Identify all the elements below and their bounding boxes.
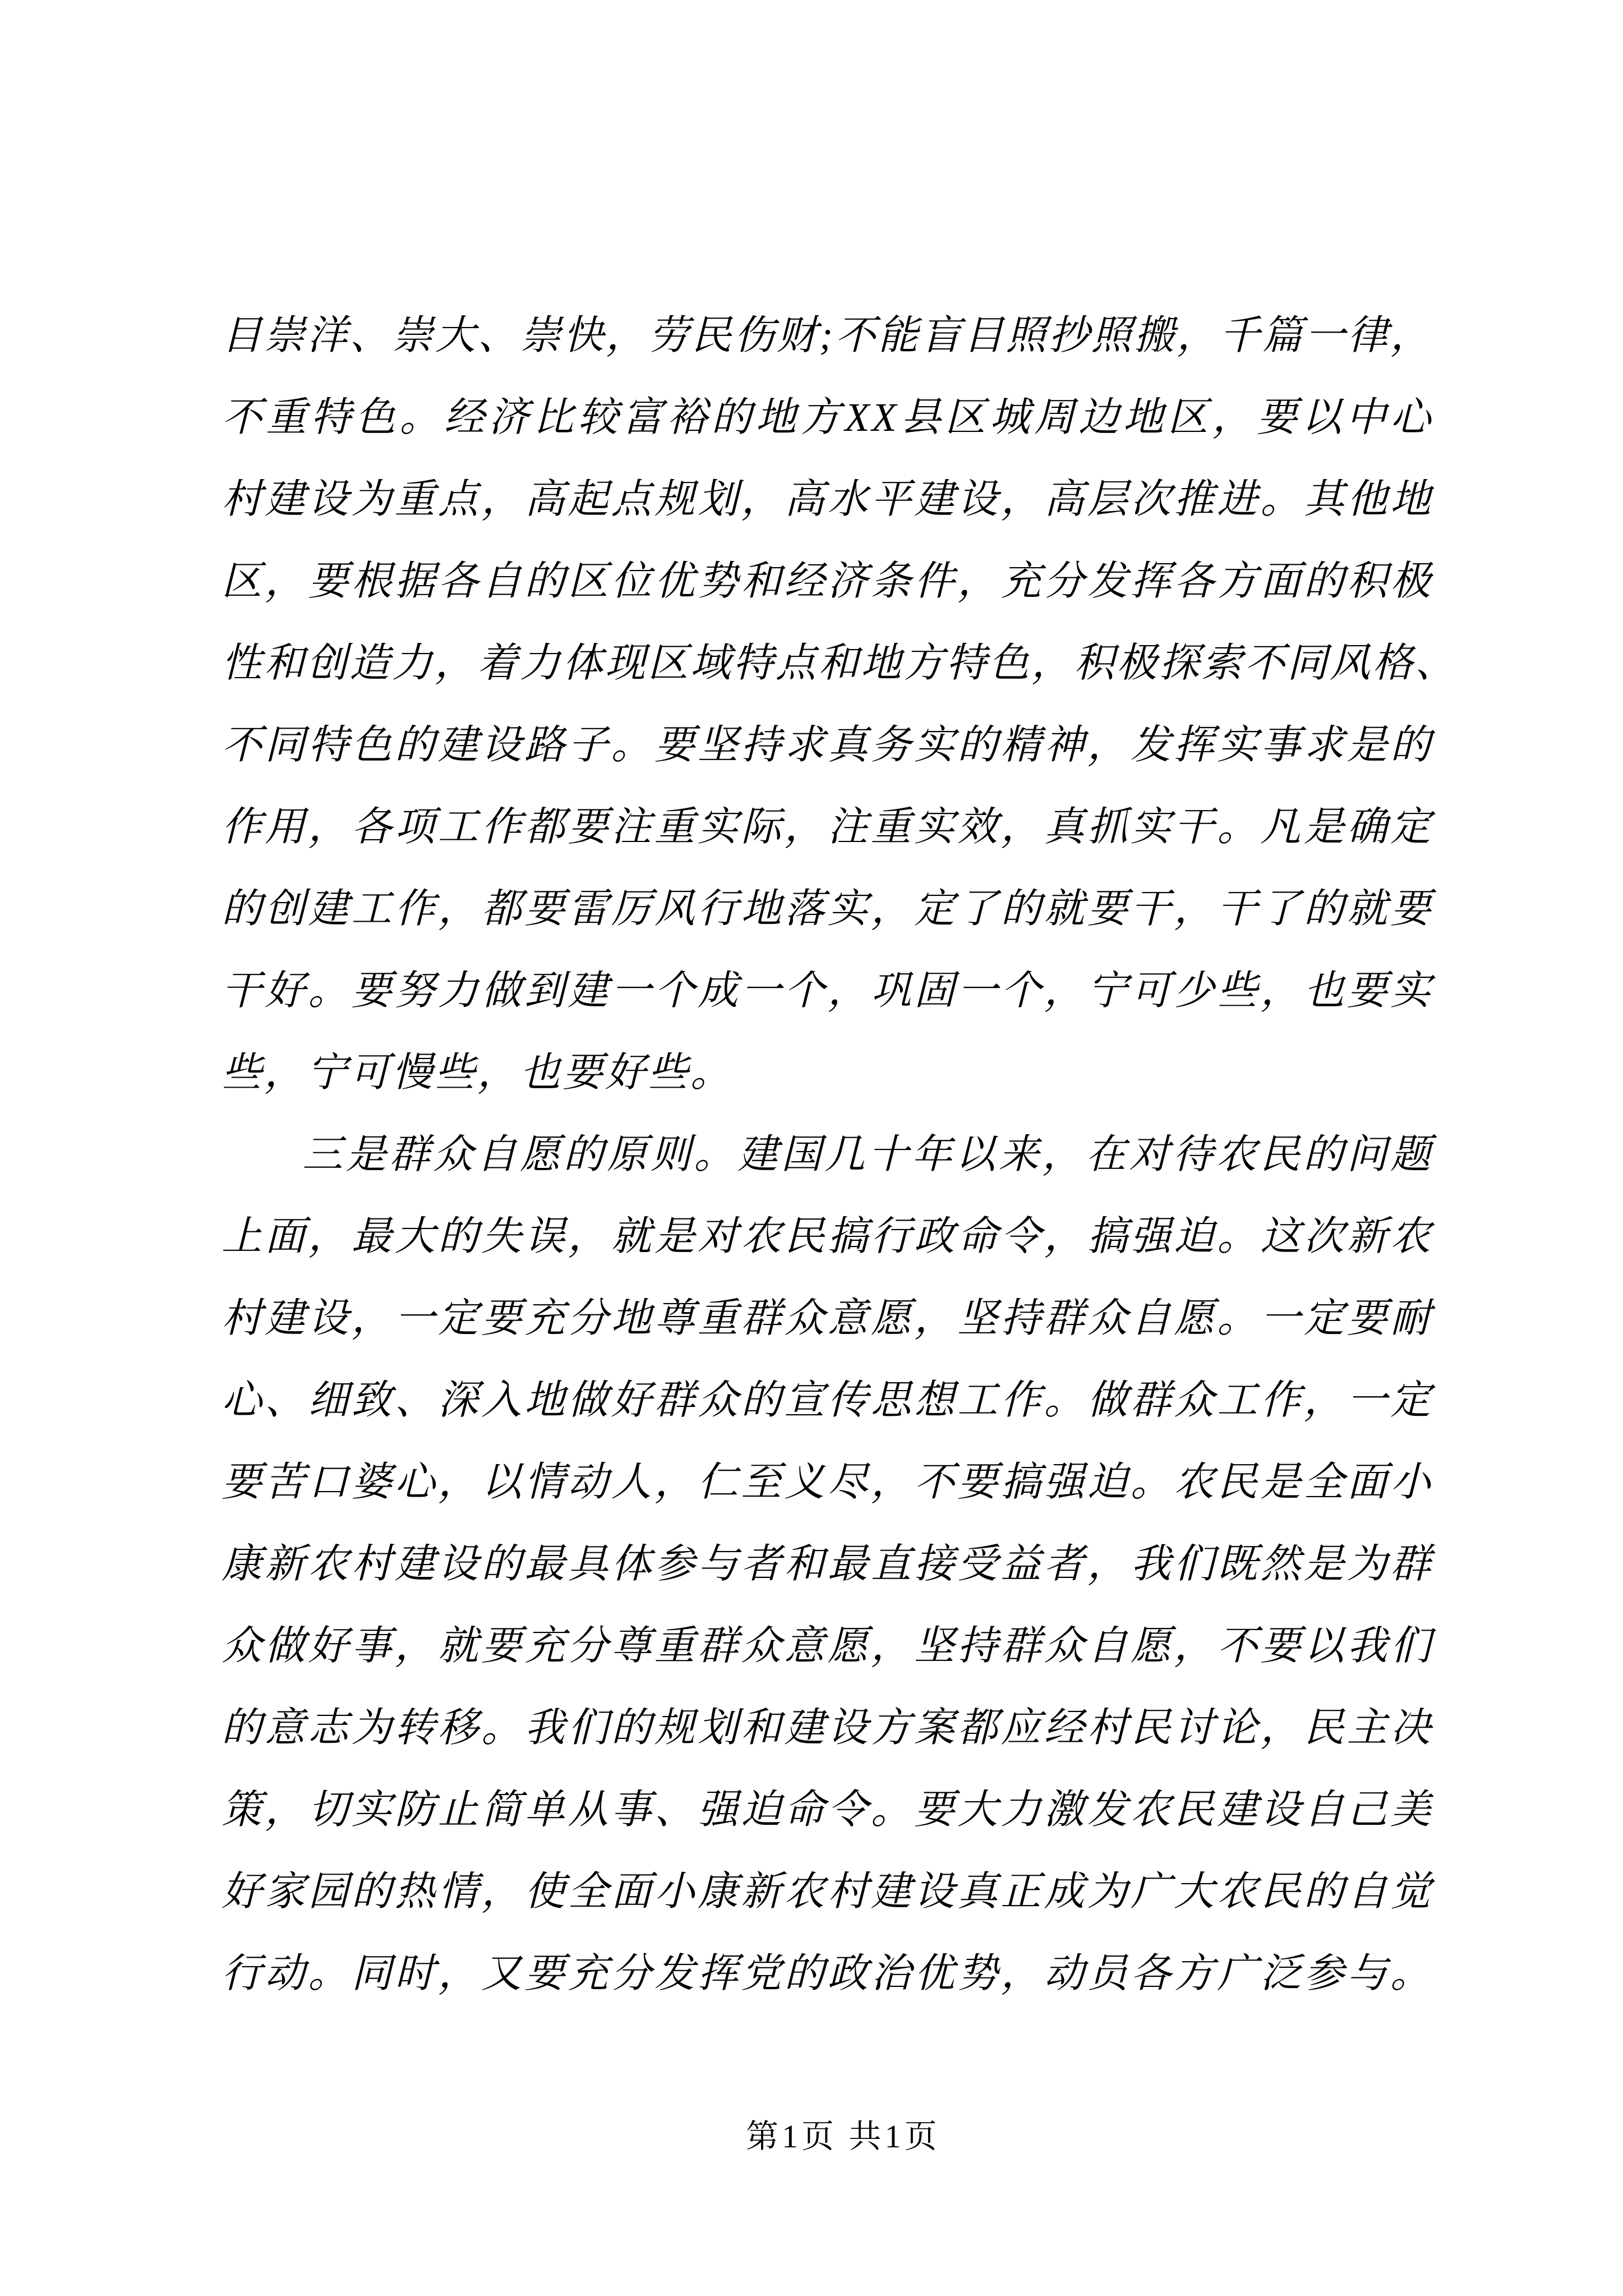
text-line-paragraph-end: 些，宁可慢些，也要好些。 [222,1050,734,1095]
text-line: 不同特色的建设路子。要坚持求真务实的精神，发挥实事求是的 [222,723,1433,767]
text-line: 性和创造力，着力体现区域特点和地方特色，积极探索不同风格、 [222,641,1458,685]
text-line: 上面，最大的失误，就是对农民搞行政命令，搞强迫。这次新农 [222,1214,1433,1259]
text-line: 的创建工作，都要雷厉风行地落实，定了的就要干，干了的就要 [222,886,1433,931]
text-line: 心、细致、深入地做好群众的宣传思想工作。做群众工作，一定 [222,1378,1433,1423]
text-line: 要苦口婆心，以情动人，仁至义尽，不要搞强迫。农民是全面小 [222,1460,1433,1504]
text-line: 的意志为转移。我们的规划和建设方案都应经村民讨论，民主决 [222,1705,1433,1750]
text-line: 康新农村建设的最具体参与者和最直接受益者，我们既然是为群 [222,1542,1433,1586]
text-line: 村建设为重点，高起点规划，高水平建设，高层次推进。其他地 [222,477,1433,522]
text-line: 村建设，一定要充分地尊重群众意愿，坚持群众自愿。一定要耐 [222,1296,1433,1341]
text-line-paragraph-start: 三是群众自愿的原则。建国几十年以来，在对待农民的问题 [302,1132,1433,1177]
text-line: 干好。要努力做到建一个成一个，巩固一个，宁可少些，也要实 [222,968,1433,1013]
text-line: 众做好事，就要充分尊重群众意愿，坚持群众自愿，不要以我们 [222,1623,1433,1668]
text-line: 目崇洋、崇大、崇快，劳民伤财;不能盲目照抄照搬，千篇一律， [222,313,1433,358]
text-line: 策，切实防止简单从事、强迫命令。要大力激发农民建设自己美 [222,1787,1433,1832]
text-line: 行动。同时，又要充分发挥党的政治优势，动员各方广泛参与。 [222,1951,1433,1996]
text-line: 区，要根据各自的区位优势和经济条件，充分发挥各方面的积极 [222,559,1433,604]
page-footer: 第1页 共1页 [746,2118,940,2155]
text-line: 不重特色。经济比较富裕的地方XX县区城周边地区，要以中心 [222,395,1433,440]
document-text-block [222,295,1458,2014]
text-line: 作用，各项工作都要注重实际，注重实效，真抓实干。凡是确定 [222,804,1433,849]
text-line: 好家园的热情，使全面小康新农村建设真正成为广大农民的自觉 [222,1869,1433,1914]
